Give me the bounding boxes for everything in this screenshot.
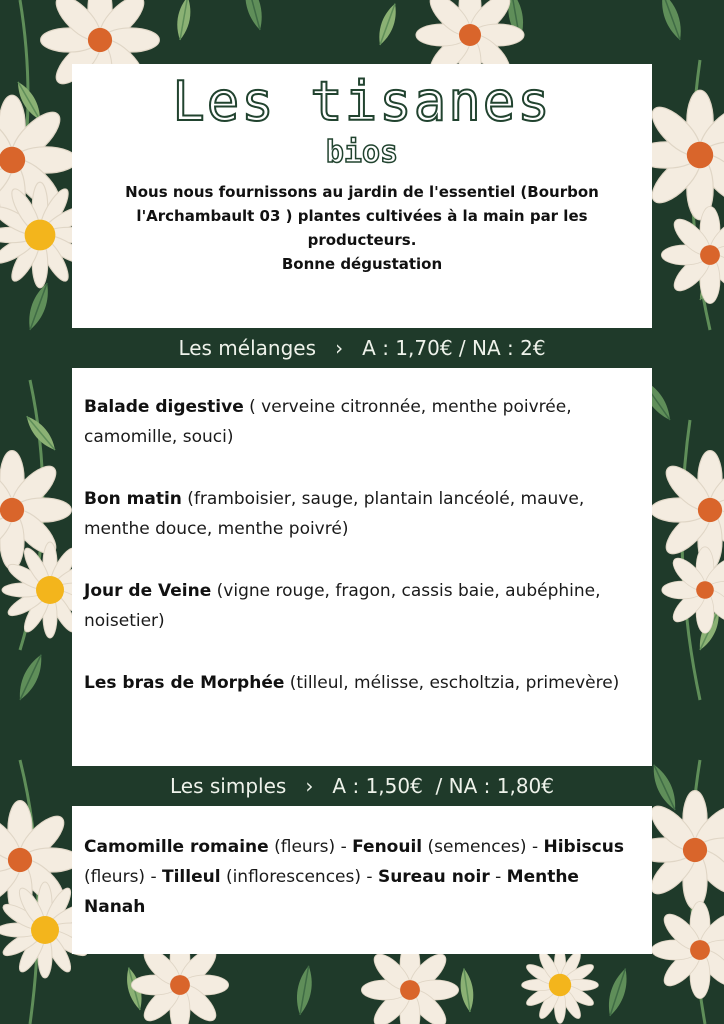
blend-item	[84, 484, 634, 544]
simple-part: (fleurs) -	[268, 837, 353, 857]
simple-name: Sureau noir	[377, 867, 490, 887]
page-subtitle: bios	[325, 135, 399, 170]
melanges-heading: Les mélanges › A : 1,70€ / NA : 2€	[72, 328, 652, 368]
menu-card	[72, 64, 652, 954]
simple-part: (fleurs) -	[84, 867, 162, 887]
intro-line: Bonne dégustation	[281, 255, 443, 273]
intro-line: l'Archambault 03 ) plantes cultivées à la main par les	[136, 207, 588, 225]
blend-ingredients: (tilleul, mélisse, escholtzia, primevère)	[284, 673, 620, 693]
blend-name: Jour de Veine	[84, 581, 212, 601]
blend-item	[84, 392, 634, 452]
simple-part: (semences) -	[422, 837, 544, 857]
simple-name: Hibiscus	[543, 837, 624, 857]
blend-item	[84, 576, 634, 636]
blend-name: Bon matin	[84, 489, 182, 509]
intro-line: producteurs.	[307, 231, 417, 249]
blend-ingredients: ( verveine citronnée, menthe poivrée, camomille, souci)	[84, 397, 572, 447]
simple-part: (inflorescences) -	[220, 867, 378, 887]
simple-name: Tilleul	[162, 867, 221, 887]
blend-ingredients: (framboisier, sauge, plantain lancéolé, mauve, menthe douce, menthe poivré)	[84, 489, 585, 539]
simple-name: Menthe Nanah	[84, 867, 579, 917]
blend-name: Les bras de Morphée	[84, 673, 285, 693]
simple-name: Fenouil	[352, 837, 423, 857]
blend-item	[84, 668, 634, 698]
intro-line: Nous nous fournissons au jardin de l'essentiel (Bourbon	[125, 183, 599, 201]
blend-ingredients: (vigne rouge, fragon, cassis baie, aubéphine, noisetier)	[84, 581, 601, 631]
simples-list	[84, 832, 634, 922]
simple-part: -	[489, 867, 507, 887]
page-title: Les tisanes	[172, 70, 552, 133]
header-section	[72, 64, 652, 328]
intro-text	[102, 180, 622, 276]
blend-name: Balade digestive	[84, 397, 244, 417]
simple-name: Camomille romaine	[84, 837, 269, 857]
simples-section	[72, 806, 652, 954]
melanges-section	[72, 368, 652, 766]
simples-heading: Les simples › A : 1,50€ / NA : 1,80€	[72, 766, 652, 806]
